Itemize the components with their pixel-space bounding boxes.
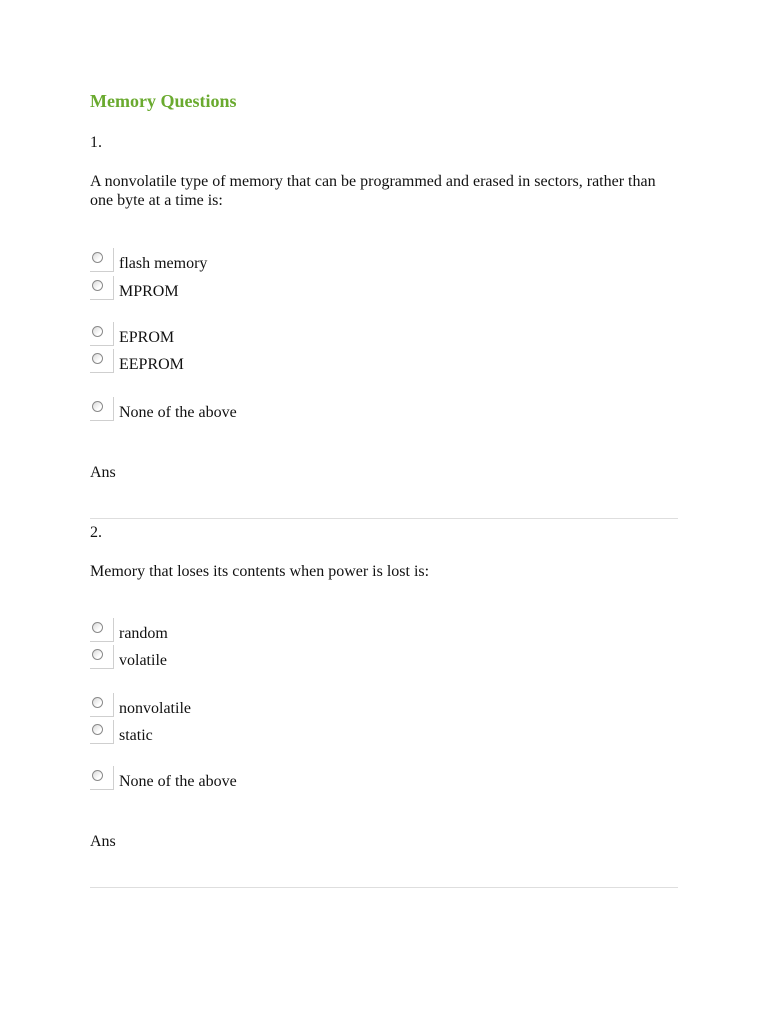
question-1-option-2[interactable]: [90, 276, 390, 302]
radio-cell: [90, 618, 114, 642]
question-divider: [90, 518, 678, 519]
radio-button-icon[interactable]: [92, 770, 103, 781]
radio-cell: [90, 248, 114, 272]
radio-cell: [90, 720, 114, 744]
question-2-number: 2.: [90, 524, 102, 541]
option-label: flash memory: [119, 255, 208, 272]
radio-cell: [90, 322, 114, 346]
radio-cell: [90, 645, 114, 669]
question-2-answer-label: Ans: [90, 833, 116, 850]
radio-button-icon[interactable]: [92, 697, 103, 708]
option-label: None of the above: [119, 404, 237, 421]
question-1-text: A nonvolatile type of memory that can be programmed and erased in sectors, rather than one byte at a time is:: [90, 173, 656, 209]
radio-button-icon[interactable]: [92, 252, 103, 263]
question-2-option-3[interactable]: [90, 693, 390, 719]
question-1-answer-label: Ans: [90, 464, 116, 481]
radio-cell: [90, 349, 114, 373]
radio-button-icon[interactable]: [92, 326, 103, 337]
radio-button-icon[interactable]: [92, 622, 103, 633]
option-label: static: [119, 727, 153, 744]
radio-button-icon[interactable]: [92, 353, 103, 364]
question-divider: [90, 887, 678, 888]
question-2-option-1[interactable]: [90, 618, 390, 644]
radio-button-icon[interactable]: [92, 280, 103, 291]
option-label: nonvolatile: [119, 700, 191, 717]
question-2-text: Memory that loses its contents when power is lost is:: [90, 563, 430, 580]
question-1-option-5[interactable]: [90, 397, 390, 423]
question-2-option-5[interactable]: [90, 766, 390, 792]
question-2-option-2[interactable]: [90, 645, 390, 671]
radio-button-icon[interactable]: [92, 649, 103, 660]
question-1-option-1[interactable]: [90, 248, 390, 274]
radio-cell: [90, 397, 114, 421]
page-title: Memory Questions: [90, 91, 237, 111]
question-2-option-4[interactable]: [90, 720, 390, 746]
option-label: volatile: [119, 652, 167, 669]
radio-cell: [90, 693, 114, 717]
option-label: None of the above: [119, 773, 237, 790]
radio-button-icon[interactable]: [92, 724, 103, 735]
option-label: random: [119, 625, 168, 642]
question-1-number: 1.: [90, 134, 102, 151]
question-1-option-3[interactable]: [90, 322, 390, 348]
radio-cell: [90, 766, 114, 790]
radio-cell: [90, 276, 114, 300]
option-label: MPROM: [119, 283, 179, 300]
question-1-option-4[interactable]: [90, 349, 390, 375]
option-label: EPROM: [119, 329, 175, 346]
option-label: EEPROM: [119, 356, 184, 373]
radio-button-icon[interactable]: [92, 401, 103, 412]
